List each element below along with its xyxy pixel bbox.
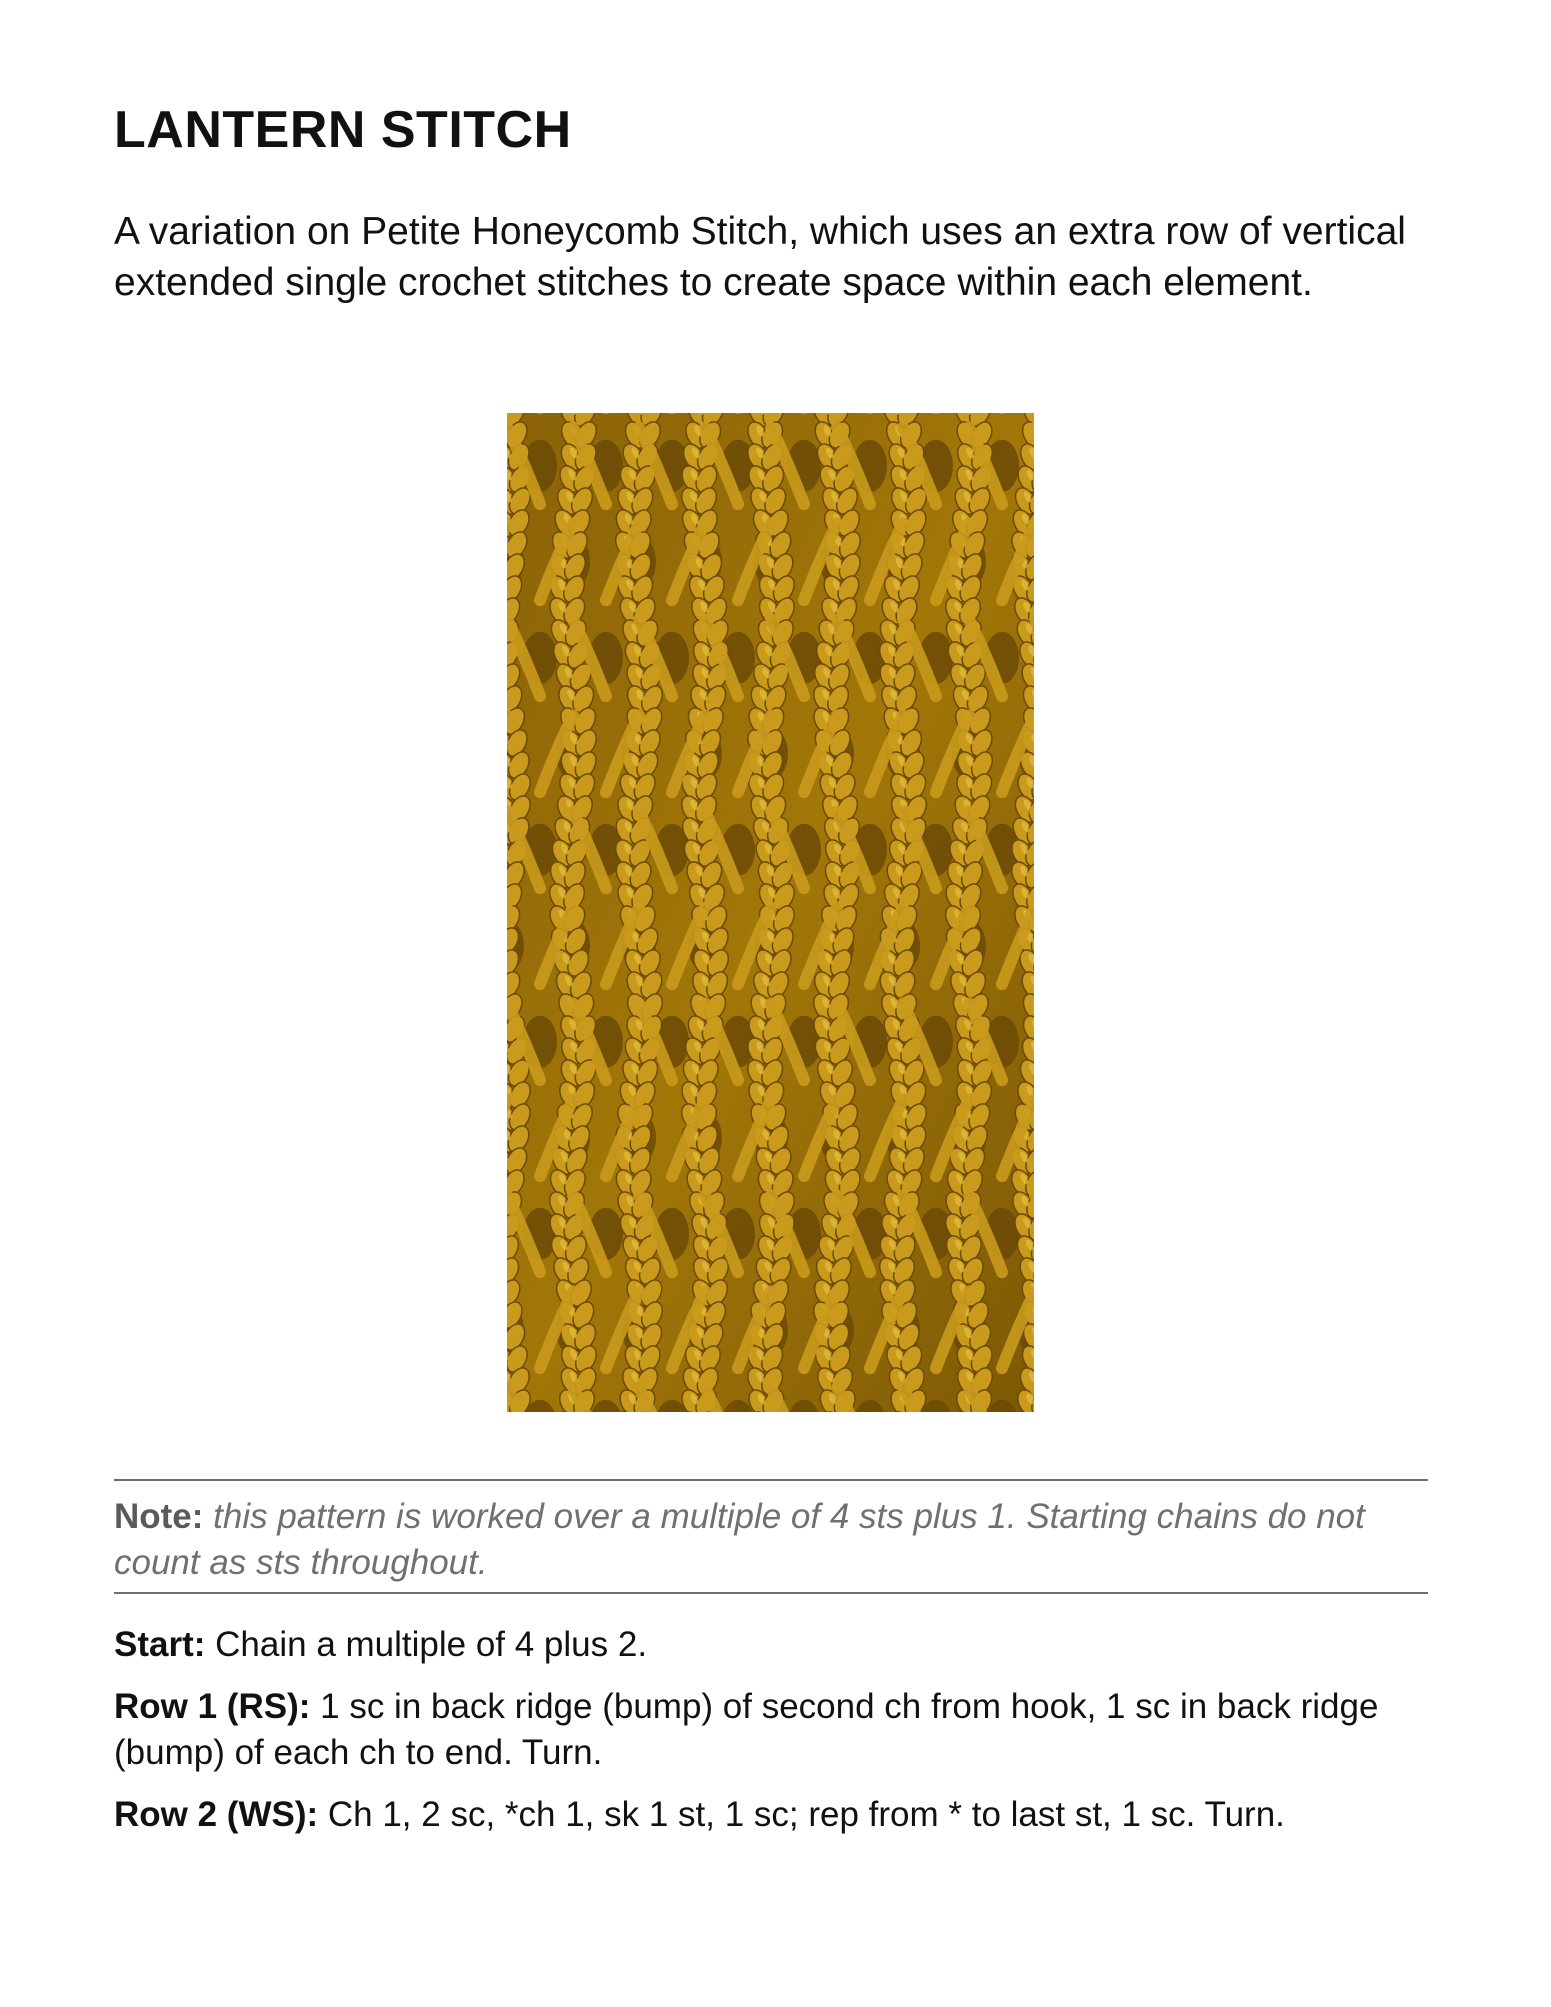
instruction-row-1	[114, 1684, 1434, 1776]
page-title: LANTERN STITCH	[114, 101, 572, 159]
stitch-swatch-image	[507, 413, 1034, 1412]
stitch-swatch-photo	[507, 413, 1034, 1412]
instruction-label: Row 2 (WS):	[114, 1795, 319, 1834]
intro-paragraph: A variation on Petite Honeycomb Stitch, which uses an extra row of vertical extended single crochet stitches to create space within each element.	[114, 210, 1406, 304]
instruction-text: Chain a multiple of 4 plus 2.	[215, 1625, 648, 1664]
instruction-start	[114, 1622, 1434, 1668]
note-top-divider	[114, 1479, 1428, 1481]
note-label: Note:	[114, 1497, 204, 1536]
instruction-label: Row 1 (RS):	[114, 1687, 311, 1726]
note-bottom-divider	[114, 1592, 1428, 1594]
note-block	[114, 1494, 1434, 1586]
instruction-row-2	[114, 1792, 1434, 1838]
note-text: this pattern is worked over a multiple of 4 sts plus 1. Starting chains do not count as sts throughout.	[114, 1497, 1365, 1582]
instruction-label: Start:	[114, 1625, 206, 1664]
instruction-text: 1 sc in back ridge (bump) of second ch from hook, 1 sc in back ridge (bump) of each ch to end. Turn.	[114, 1687, 1379, 1772]
instruction-text: Ch 1, 2 sc, *ch 1, sk 1 st, 1 sc; rep from * to last st, 1 sc. Turn.	[327, 1795, 1285, 1834]
